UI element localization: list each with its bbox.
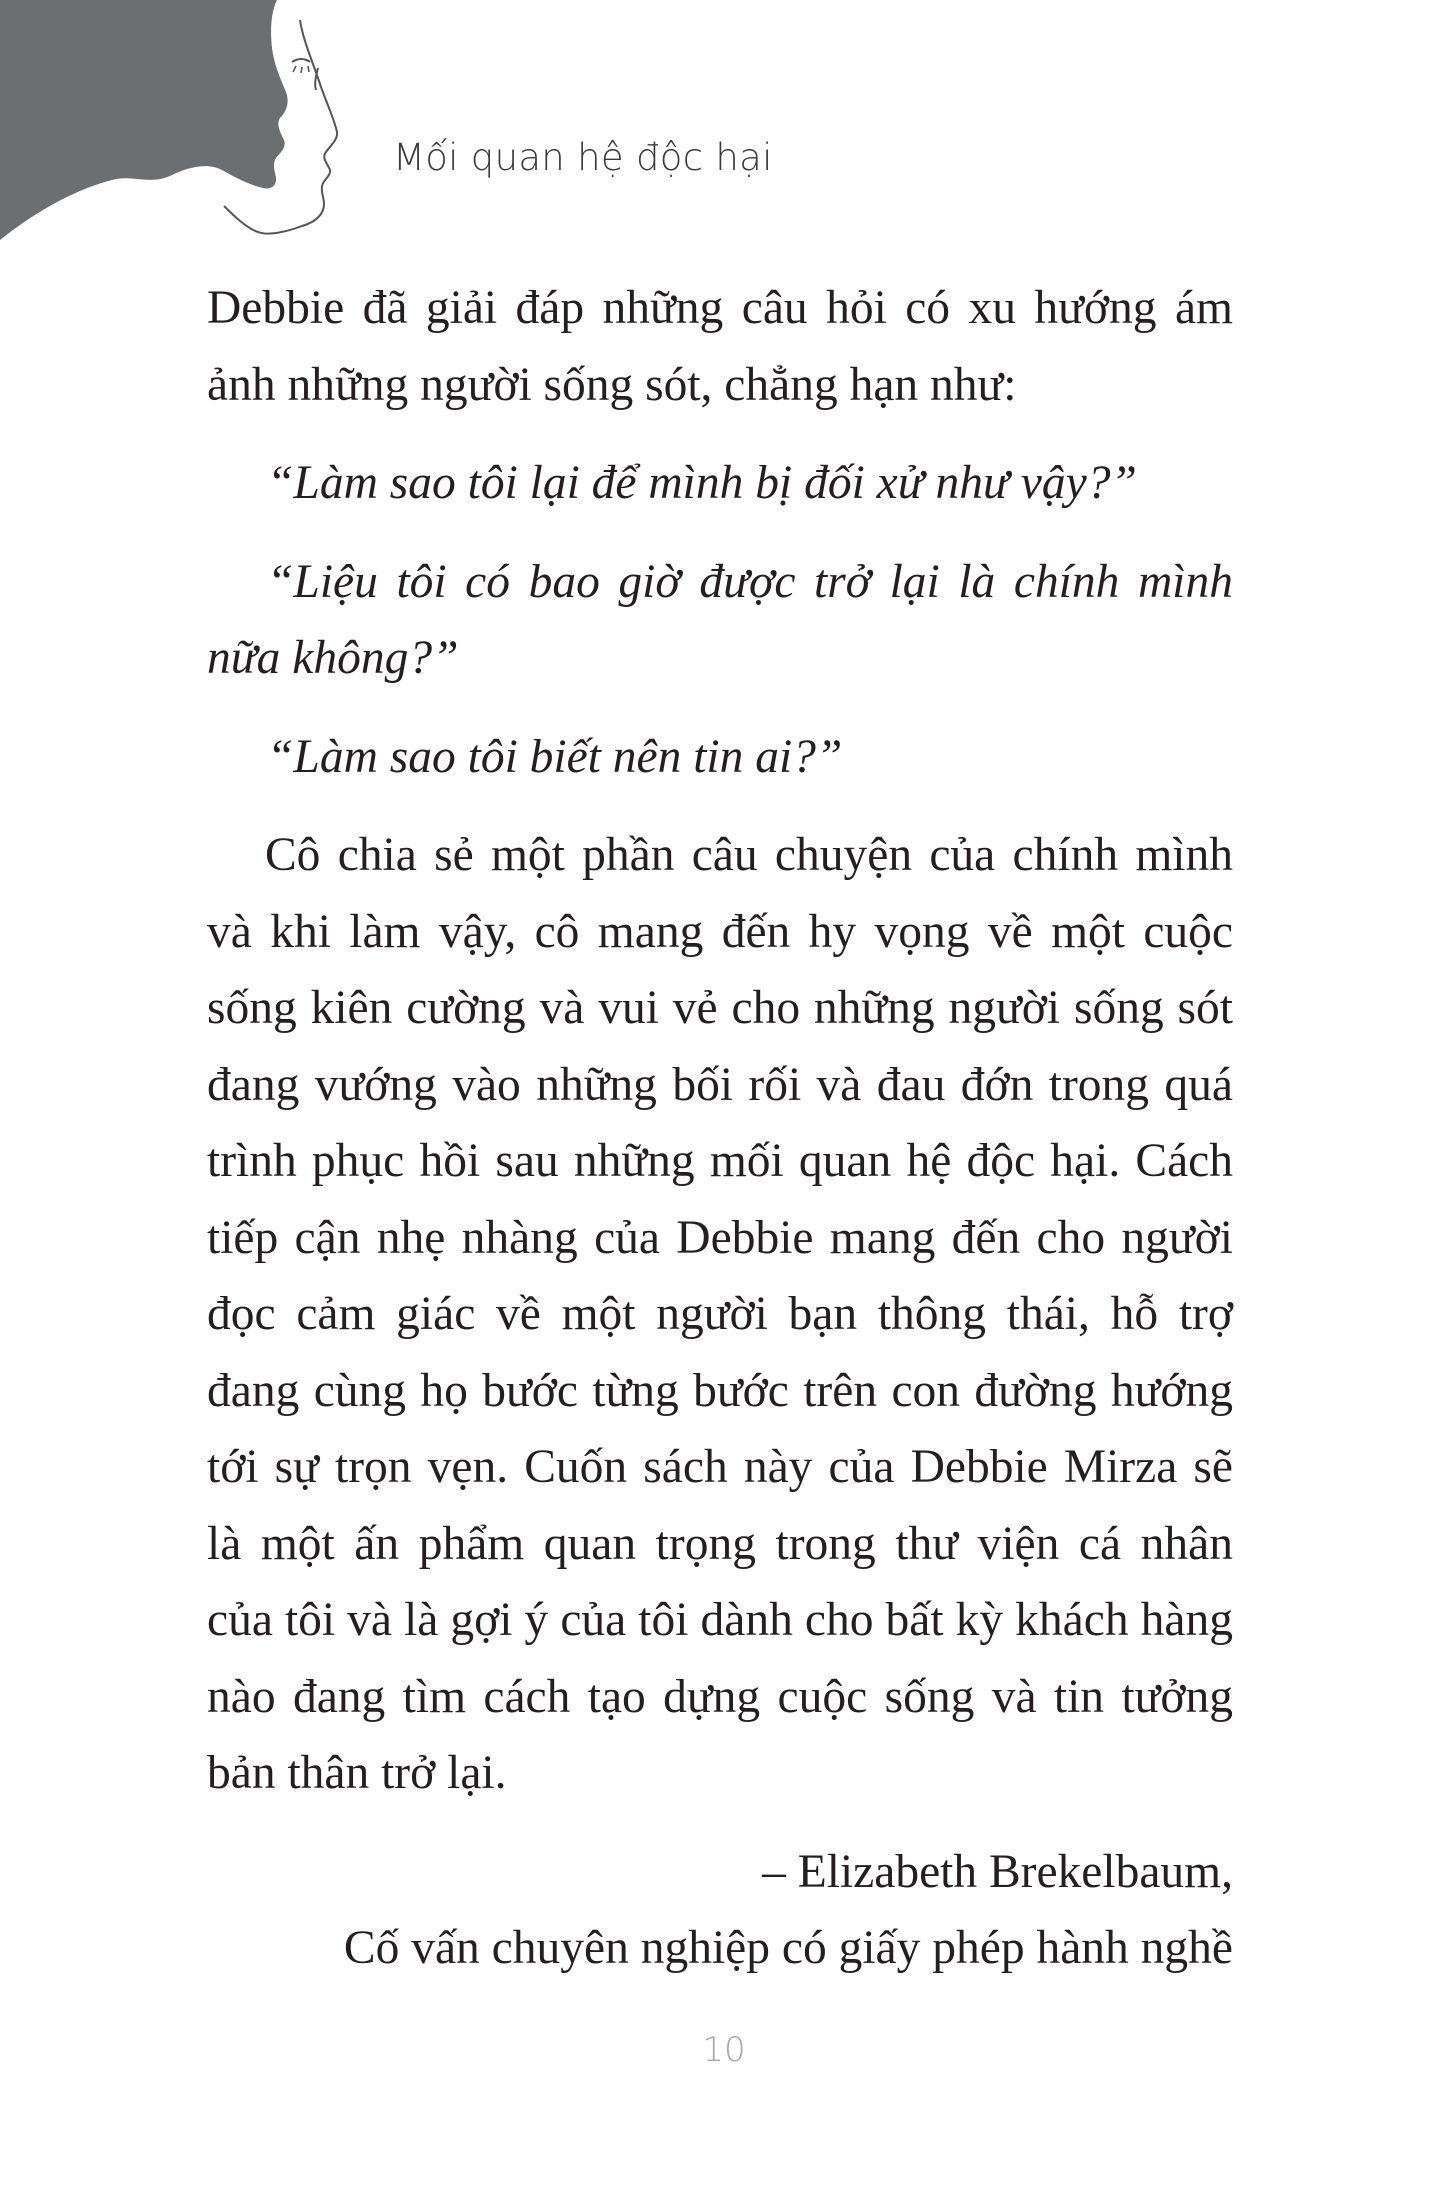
quote-paragraph-2: “Liệu tôi có bao giờ được trở lại là chính mình nữa không?” [207,555,1233,684]
quote-paragraph-1: “Làm sao tôi lại để mình bị đối xử như vậy?” [267,457,1137,509]
page-number: 10 [702,2030,746,2070]
page-body [207,270,1233,1987]
quote-paragraph-3: “Làm sao tôi biết nên tin ai?” [267,730,843,783]
attribution-title: Cố vấn chuyên nghiệp có giấy phép hành nghề [343,1922,1233,1974]
face-profile-illustration [0,0,360,250]
attribution-name: – Elizabeth Brekelbaum, [762,1845,1233,1898]
body-paragraph: Cô chia sẻ một phần câu chuyện của chính mình và khi làm vậy, cô mang đến hy vọng về một cuộc sống kiên cường và vui vẻ cho những người sống sót đang vướng vào những bối rối và đau đớn trong quá trình phục hồi sau những mối quan hệ độc hại. Cách tiếp cận nhẹ nhàng của Debbie mang đến cho người đọc cảm giác về một người bạn thông thái, hỗ trợ đang cùng họ bước từng bước trên con đường hướng tới sự trọn vẹn. Cuốn sách này của Debbie Mirza sẽ là một ấn phẩm quan trọng trong thư viện cá nhân của tôi và là gợi ý của tôi dành cho bất kỳ khách hàng nào đang tìm cách tạo dựng cuộc sống và tin tưởng bản thân trở lại. [207,829,1233,1799]
eyelash-mark [293,66,309,73]
running-header-title: Mối quan hệ độc hại [393,136,773,179]
closed-eye-mark [292,59,310,62]
gray-silhouette-shape [0,0,288,240]
intro-paragraph: Debbie đã giải đáp những câu hỏi có xu hướng ám ảnh những người sống sót, chẳng hạn như: [207,282,1233,411]
